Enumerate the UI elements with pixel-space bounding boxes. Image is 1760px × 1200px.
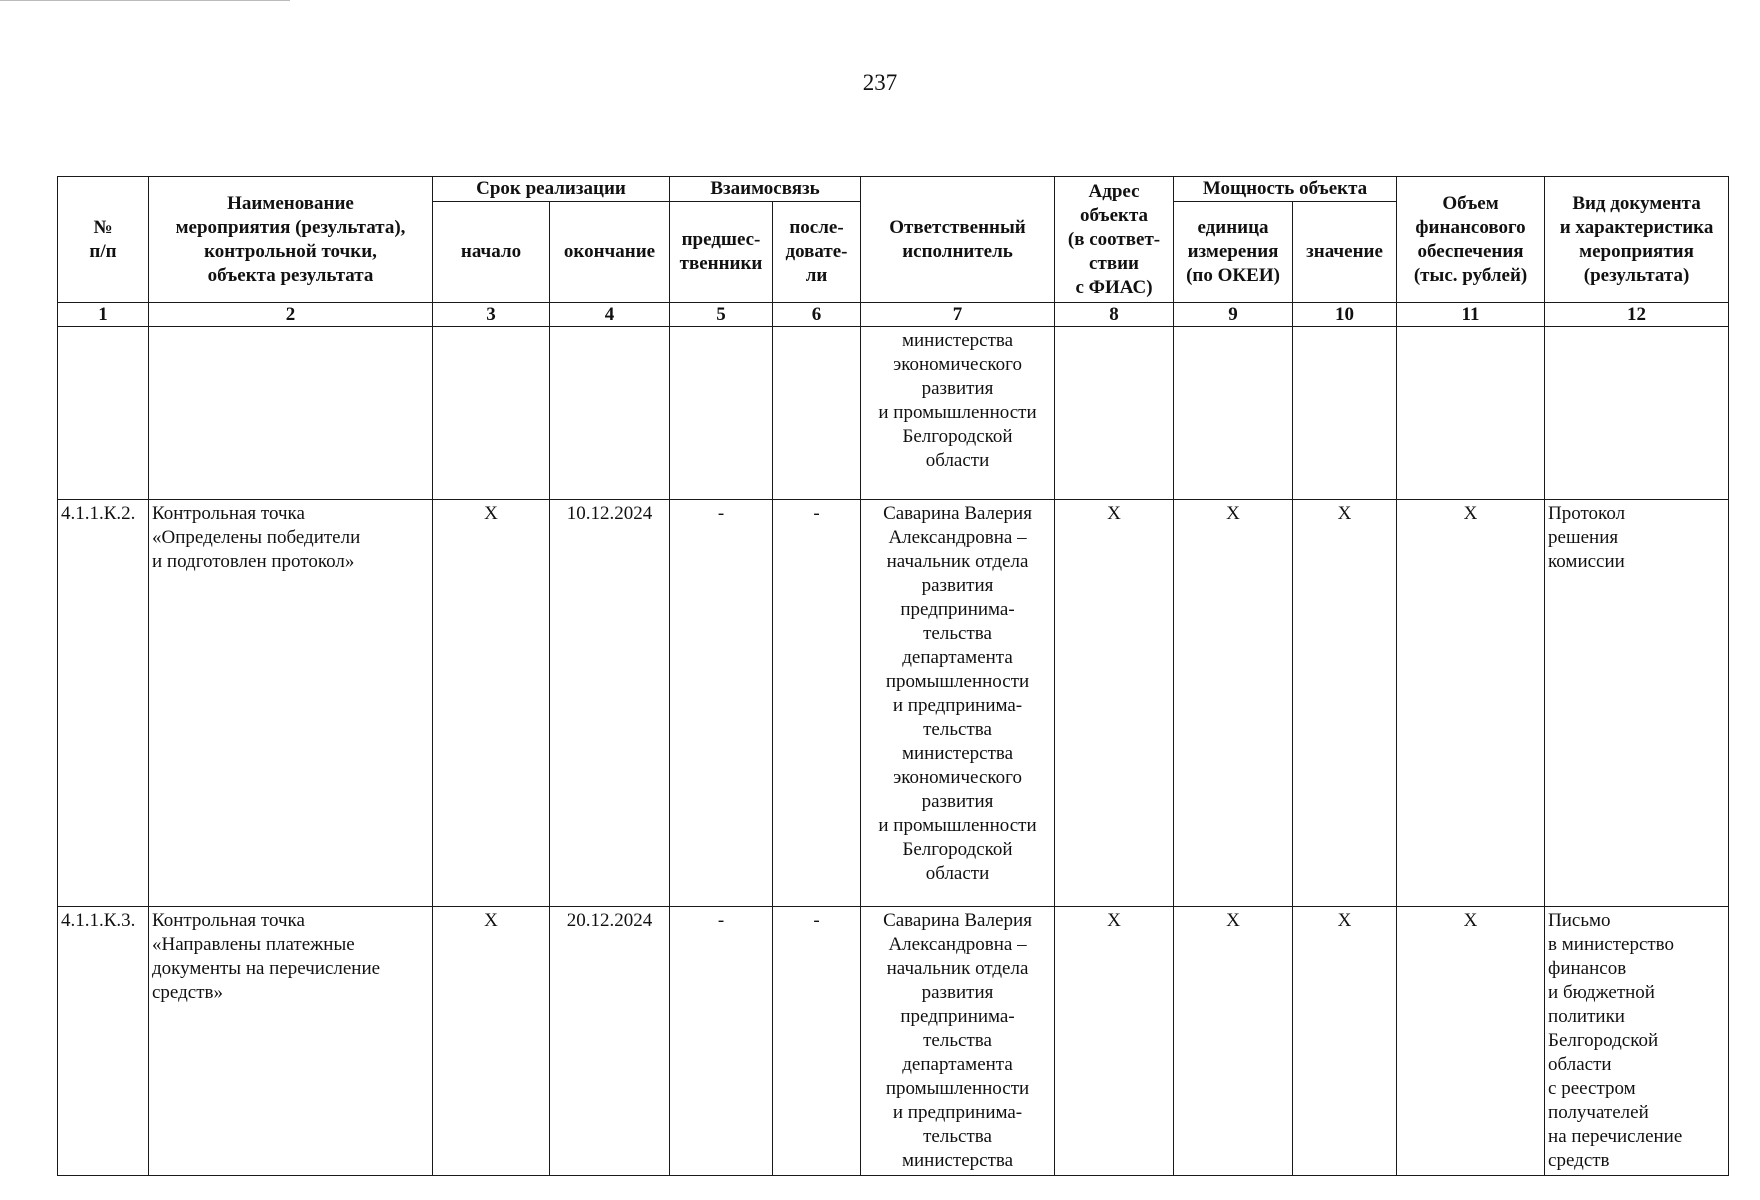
cell-num <box>58 327 149 500</box>
column-number: 11 <box>1397 303 1545 327</box>
header-predecessors: предшес- твенники <box>670 202 773 303</box>
cell-address: X <box>1055 907 1174 1176</box>
column-number-row <box>58 303 1729 327</box>
cell-predecessors <box>670 327 773 500</box>
header-responsible: Ответственный исполнитель <box>861 177 1055 303</box>
cell-value: X <box>1293 500 1397 907</box>
cell-successors: - <box>773 500 861 907</box>
cell-finance <box>1397 327 1545 500</box>
cell-finance: X <box>1397 907 1545 1176</box>
table-row <box>58 907 1729 1176</box>
header-end: окончание <box>550 202 670 303</box>
column-number: 4 <box>550 303 670 327</box>
cell-address <box>1055 327 1174 500</box>
header-successors: после- довате- ли <box>773 202 861 303</box>
cell-end: 10.12.2024 <box>550 500 670 907</box>
column-number: 5 <box>670 303 773 327</box>
cell-name: Контрольная точка «Направлены платежные документы на перечисление средств» <box>149 907 433 1176</box>
column-number: 1 <box>58 303 149 327</box>
header-start: начало <box>433 202 550 303</box>
cell-successors <box>773 327 861 500</box>
header-value: значение <box>1293 202 1397 303</box>
cell-predecessors: - <box>670 500 773 907</box>
cell-end: 20.12.2024 <box>550 907 670 1176</box>
header-term-group: Срок реализации <box>433 177 670 202</box>
header-capacity-group: Мощность объекта <box>1174 177 1397 202</box>
cell-num: 4.1.1.К.3. <box>58 907 149 1176</box>
cell-unit <box>1174 327 1293 500</box>
cell-value: X <box>1293 907 1397 1176</box>
header-link-group: Взаимосвязь <box>670 177 861 202</box>
header-address: Адрес объекта (в соответ- ствии с ФИАС) <box>1055 177 1174 303</box>
cell-finance: X <box>1397 500 1545 907</box>
column-number: 3 <box>433 303 550 327</box>
cell-predecessors: - <box>670 907 773 1176</box>
cell-document: Протокол решения комиссии <box>1545 500 1729 907</box>
cell-num: 4.1.1.К.2. <box>58 500 149 907</box>
cell-responsible: министерства экономического развития и промышленности Белгородской области <box>861 327 1055 500</box>
column-number: 6 <box>773 303 861 327</box>
cell-name <box>149 327 433 500</box>
table-row <box>58 500 1729 907</box>
scan-edge-line <box>0 0 290 1</box>
cell-unit: X <box>1174 500 1293 907</box>
cell-end <box>550 327 670 500</box>
table-row <box>58 327 1729 500</box>
cell-start: X <box>433 907 550 1176</box>
page-number: 237 <box>862 70 898 95</box>
header-name: Наименование мероприятия (результата), контрольной точки, объекта результата <box>149 177 433 303</box>
column-number: 8 <box>1055 303 1174 327</box>
header-document: Вид документа и характеристика мероприятия (результата) <box>1545 177 1729 303</box>
cell-successors: - <box>773 907 861 1176</box>
header-row-top <box>58 177 1729 202</box>
header-num: № п/п <box>58 177 149 303</box>
cell-name: Контрольная точка «Определены победители и подготовлен протокол» <box>149 500 433 907</box>
header-unit: единица измерения (по ОКЕИ) <box>1174 202 1293 303</box>
cell-start: X <box>433 500 550 907</box>
cell-address: X <box>1055 500 1174 907</box>
column-number: 2 <box>149 303 433 327</box>
cell-unit: X <box>1174 907 1293 1176</box>
cell-document: Письмо в министерство финансов и бюджетной политики Белгородской области с реестром получателей на перечисление средств <box>1545 907 1729 1176</box>
plan-table <box>57 176 1729 1176</box>
column-number: 10 <box>1293 303 1397 327</box>
cell-value <box>1293 327 1397 500</box>
cell-document <box>1545 327 1729 500</box>
cell-start <box>433 327 550 500</box>
column-number: 12 <box>1545 303 1729 327</box>
column-number: 7 <box>861 303 1055 327</box>
cell-responsible: Саварина Валерия Александровна – начальник отдела развития предпринима- тельства департамента промышленности и предпринима- тельства министерства <box>861 907 1055 1176</box>
cell-responsible: Саварина Валерия Александровна – начальник отдела развития предпринима- тельства департамента промышленности и предпринима- тельства министерства экономического развития и промышленности Белгородской области <box>861 500 1055 907</box>
column-number: 9 <box>1174 303 1293 327</box>
header-finance: Объем финансового обеспечения (тыс. рублей) <box>1397 177 1545 303</box>
